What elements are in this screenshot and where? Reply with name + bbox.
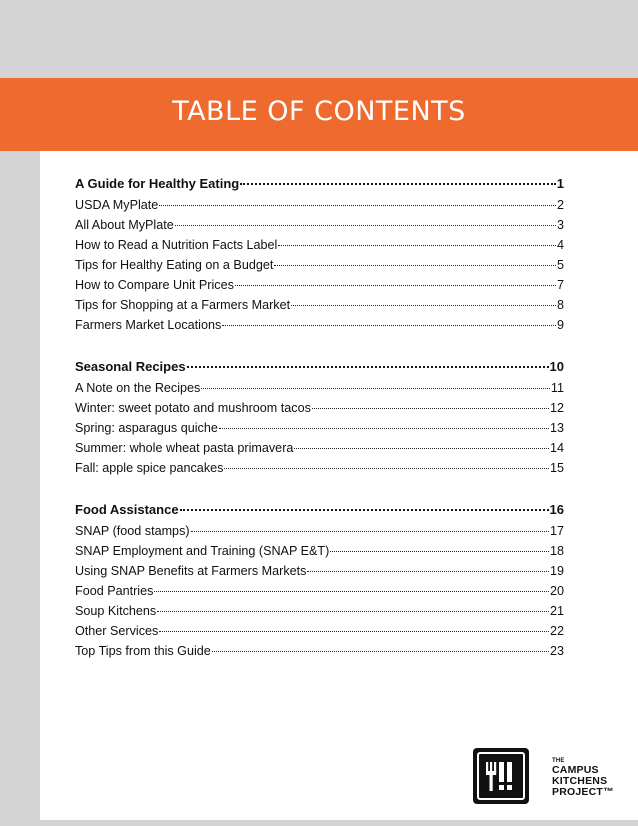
leader-dots (240, 169, 556, 185)
toc-entry-label: Using SNAP Benefits at Farmers Markets (75, 564, 307, 578)
leader-dots (224, 454, 549, 469)
logo-line: THE (552, 758, 565, 764)
toc-entry-label: Food Pantries (75, 584, 154, 598)
toc-entry[interactable] (75, 457, 564, 477)
toc-entry[interactable] (75, 640, 564, 660)
logo-line: KITCHENS (552, 775, 608, 787)
toc-entry[interactable] (75, 314, 564, 334)
leader-dots (291, 291, 556, 306)
toc-page-number: 16 (549, 502, 564, 517)
toc-heading-label: A Guide for Healthy Eating (75, 176, 240, 191)
leader-dots (159, 617, 549, 632)
toc-page-number: 15 (549, 461, 564, 475)
leader-dots (187, 352, 549, 368)
leader-dots (307, 557, 549, 572)
toc-entry-label: Soup Kitchens (75, 604, 157, 618)
toc-page-number: 20 (549, 584, 564, 598)
campus-kitchens-logo-icon (473, 748, 529, 804)
toc-page-number: 5 (556, 258, 564, 272)
toc-entry-label: A Note on the Recipes (75, 381, 201, 395)
toc-page-number: 3 (556, 218, 564, 232)
toc-entry-label: Tips for Healthy Eating on a Budget (75, 258, 274, 272)
toc-page-number: 4 (556, 238, 564, 252)
toc-page-number: 21 (549, 604, 564, 618)
logo-line: CAMPUS (552, 764, 599, 776)
toc-entry-label: How to Compare Unit Prices (75, 278, 234, 292)
toc-page-number: 7 (556, 278, 564, 292)
leader-dots (159, 191, 556, 206)
toc-entry-label: Spring: asparagus quiche (75, 421, 218, 435)
toc-section-healthy-eating (75, 172, 564, 334)
toc-page-number: 22 (549, 624, 564, 638)
toc-entry-label: Summer: whole wheat pasta primavera (75, 441, 294, 455)
toc-page-number: 1 (556, 176, 564, 191)
toc-entry-label: Farmers Market Locations (75, 318, 222, 332)
toc-entry-label: SNAP (food stamps) (75, 524, 190, 538)
leader-dots (274, 251, 556, 266)
leader-dots (219, 414, 549, 429)
leader-dots (175, 211, 556, 226)
leader-dots (157, 597, 549, 612)
toc-entry-label: Winter: sweet potato and mushroom tacos (75, 401, 311, 415)
toc-page-number: 8 (556, 298, 564, 312)
toc-page-number: 19 (549, 564, 564, 578)
logo-frame (477, 752, 525, 800)
toc-page-number: 2 (556, 198, 564, 212)
leader-dots (154, 577, 549, 592)
toc-entry-label: Top Tips from this Guide (75, 644, 211, 658)
logo-wordmark (552, 758, 614, 798)
toc-page-number: 18 (549, 544, 564, 558)
toc-entry-label: All About MyPlate (75, 218, 174, 232)
leader-dots (330, 537, 549, 552)
toc-page-number: 13 (549, 421, 564, 435)
toc-entry-label: Other Services (75, 624, 159, 638)
toc-page-number: 9 (556, 318, 564, 332)
toc-entry-label: USDA MyPlate (75, 198, 159, 212)
toc-heading-label: Seasonal Recipes (75, 359, 186, 374)
leader-dots (278, 231, 556, 246)
table-of-contents (75, 172, 564, 681)
leader-dots (235, 271, 556, 286)
toc-page-number: 12 (549, 401, 564, 415)
toc-page-number: 11 (550, 381, 564, 395)
fork-and-exclamation-icon (479, 754, 523, 798)
toc-page-number: 14 (549, 441, 564, 455)
leader-dots (212, 637, 549, 652)
logo-line: PROJECT™ (552, 786, 614, 798)
leader-dots (201, 374, 550, 389)
toc-page-number: 10 (549, 359, 564, 374)
toc-section-seasonal-recipes (75, 355, 564, 477)
toc-section-food-assistance (75, 498, 564, 660)
leader-dots (312, 394, 549, 409)
toc-entry-label: How to Read a Nutrition Facts Label (75, 238, 278, 252)
leader-dots (180, 495, 549, 511)
toc-entry-label: Fall: apple spice pancakes (75, 461, 224, 475)
leader-dots (294, 434, 549, 449)
leader-dots (222, 311, 556, 326)
toc-entry-label: SNAP Employment and Training (SNAP E&T) (75, 544, 330, 558)
toc-heading-label: Food Assistance (75, 502, 179, 517)
toc-page-number: 23 (549, 644, 564, 658)
page-title: TABLE OF CONTENTS (172, 96, 466, 127)
leader-dots (191, 517, 549, 532)
toc-page-number: 17 (549, 524, 564, 538)
toc-entry-label: Tips for Shopping at a Farmers Market (75, 298, 291, 312)
